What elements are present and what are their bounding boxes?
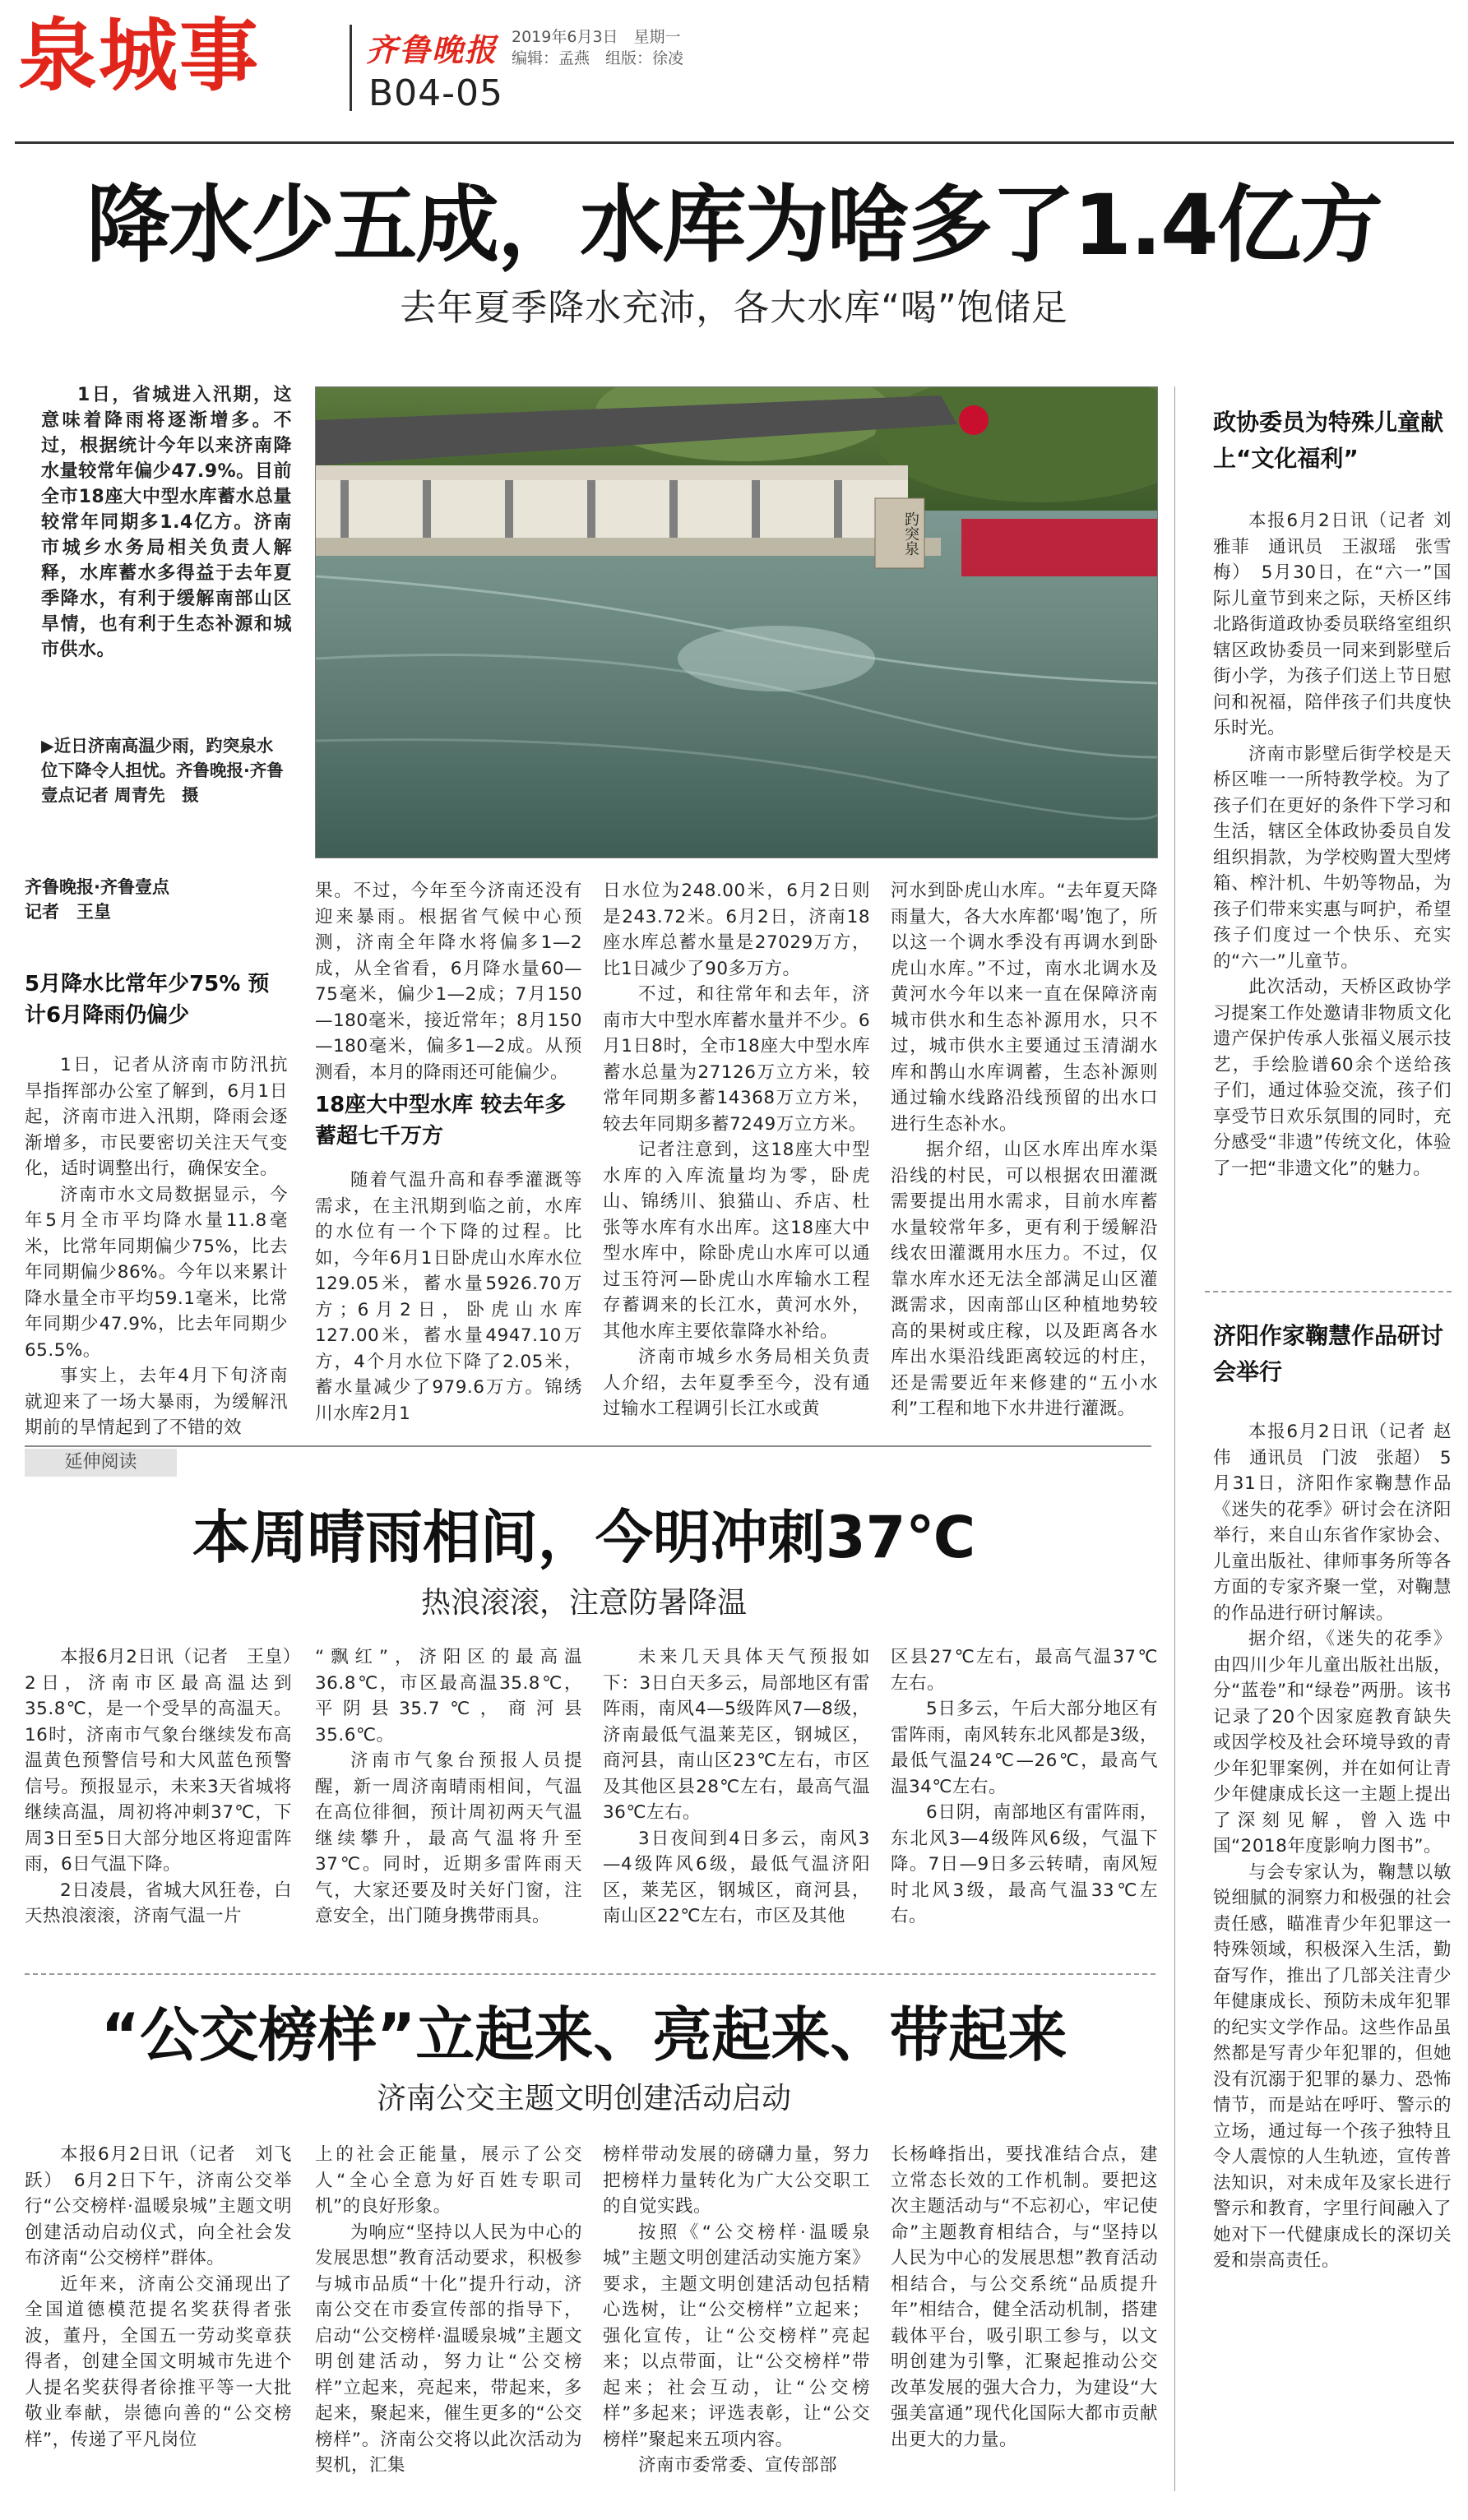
- paragraph: 据介绍，山区水库出库水渠沿线的村民，可以根据农田灌溉需要提出用水需求，目前水库蓄水量较常年多，更有利于缓解沿线农田灌溉用水压力。不过，仅靠水库水还无法全部满足山区灌溉需求，因南部山区种植地势较高的果树或庄稼，以及距离各水库出水渠沿线距离较远的村庄，还是需要近年来修建的“五小水利”工程和地下水井进行灌溉。: [891, 1140, 1158, 1419]
- masthead-divider: [350, 25, 352, 111]
- paragraph: 区县27℃左右，最高气温37℃左右。: [891, 1647, 1158, 1694]
- paragraph: 上的社会正能量，展示了公交人“全心全意为好百姓专职司机”的良好形象。: [315, 2144, 582, 2217]
- extended-reading-label: 延伸阅读: [25, 1449, 177, 1477]
- lead-col-3: [603, 878, 870, 1422]
- photo-sign: 趵突泉: [902, 511, 919, 556]
- section-title: 泉城事: [18, 9, 260, 102]
- weather-col-2: [315, 1644, 582, 1930]
- bus-col-3: [603, 2142, 870, 2479]
- weather-col-4: [891, 1644, 1158, 1930]
- paragraph: 事实上，去年4月下旬济南就迎来了一场大暴雨，为缓解汛期前的旱情起到了不错的效: [25, 1366, 288, 1438]
- lead-col-1: [25, 1052, 288, 1441]
- lead-subhead-1: 5月降水比常年少75% 预计6月降雨仍偏少: [25, 972, 270, 1028]
- right-story-1-body: [1213, 508, 1452, 1181]
- paragraph: 河水到卧虎山水库。“去年夏天降雨量大，各大水库都‘喝’饱了，所以这一个调水季没有再调水到卧虎山水库。”不过，南水北调水及黄河水今年以来一直在保障济南城市供水和生态补源用水，只不过，城市供水主要通过玉清湖水库和鹊山水库调蓄，生态补源则通过输水线路沿线预留的出水口进行生态补水。: [891, 881, 1158, 1135]
- paragraph: 2日凌晨，省城大风狂卷，白天热浪滚滚，济南气温一片: [25, 1880, 292, 1926]
- right-story-1-title: 政协委员为特殊儿童献上“文化福利”: [1213, 409, 1444, 472]
- bus-headline: “公交榜样”立起来、亮起来、带起来: [100, 2000, 1067, 2069]
- page-number: B04-05: [368, 72, 504, 114]
- paragraph: 榜样带动发展的磅礴力量，努力把榜样力量转化为广大公交职工的自觉实践。: [603, 2144, 870, 2217]
- paragraph: 济南市影壁后街学校是天桥区唯一一所特教学校。为了孩子们在更好的条件下学习和生活，辖区全体政协委员自发组织捐款，为学校购置大型烤箱、榨汁机、牛奶等物品，为孩子们带来实惠与呵护，希望孩子们度过一个快乐、充实的“六一”儿童节。: [1213, 743, 1452, 972]
- date-line: 2019年6月3日 星期一: [512, 28, 681, 46]
- paragraph: 1日，记者从济南市防汛抗旱指挥部办公室了解到，6月1日起，济南市进入汛期，降雨会逐渐增多，市民要密切关注天气变化，适时调整出行，确保安全。: [25, 1055, 288, 1179]
- paragraph: 记者注意到，这18座大中型水库的入库流量均为零，卧虎山、锦绣川、狼猫山、乔店、杜张等水库有水出库。这18座大中型水库中，除卧虎山水库可以通过玉符河—卧虎山水库输水工程存蓄调来的长江水，黄河水外，其他水库主要依靠降水补给。: [603, 1140, 870, 1342]
- bus-col-4: [891, 2142, 1158, 2453]
- paragraph: 济南市水文局数据显示，今年5月全市平均降水量11.8毫米，比常年同期偏少75%，比去年同期偏少86%。今年以来累计降水量全市平均59.1毫米，比常年同期少47.9%，比去年同期少65.5%。: [25, 1184, 288, 1361]
- lead-intro: [41, 382, 292, 663]
- right-divider: [1205, 1291, 1452, 1292]
- paragraph: 长杨峰指出，要找准结合点，建立常态长效的工作机制。要把这次主题活动与“不忘初心，牢记使命”主题教育相结合，与“坚持以人民为中心的发展思想”教育活动相结合，与公交系统“品质提升年”相结合，健全活动机制，搭建载体平台，吸引职工参与，以文明创建为引擎，汇聚起推动公交改革发展的强大合力，为建设“大强美富通”现代化国际大都市贡献出更大的力量。: [891, 2144, 1158, 2450]
- byline-outlet: 齐鲁晚报·齐鲁壹点: [25, 877, 169, 897]
- paragraph: 日水位为248.00米，6月2日则是243.72米。6月2日，济南18座水库总蓄水量是27029万方，比1日减少了90多万方。: [603, 881, 870, 979]
- paragraph: 与会专家认为，鞠慧以敏锐细腻的洞察力和极强的社会责任感，瞄准青少年犯罪这一特殊领域，积极深入生活，勤奋写作，推出了几部关注青少年健康成长、预防未成年犯罪的纪实文学作品。这些作品虽然都是写青少年犯罪的，但她没有沉溺于犯罪的暴力、恐怖情节，而是站在呼吁、警示的立场，通过每一个孩子独特且令人震惊的人生轨迹，宣传普法知识，对未成年及家长进行警示和教育，字里行间融入了她对下一代健康成长的深切关爱和崇高责任。: [1213, 1861, 1452, 2271]
- paragraph: 本报6月2日讯（记者 刘雅菲 通讯员 王淑瑶 张雪梅） 5月30日，在“六一”国际儿童节到来之际，天桥区纬北路街道政协委员联络室组织辖区政协委员一同来到影壁后街小学，为孩子们送上节日慰问和祝福，陪伴孩子们共度快乐时光。: [1213, 511, 1452, 738]
- bus-col-1: [25, 2142, 292, 2453]
- paragraph: 未来几天具体天气预报如下：3日白天多云，局部地区有雷阵雨，南风4—5级阵风7—8级，济南最低气温莱芜区，钢城区，商河县，南山区23℃左右，市区及其他区县28℃左右，最高气温36℃左右。: [603, 1647, 870, 1823]
- bus-col-2: [315, 2142, 582, 2479]
- bus-divider: [25, 1973, 1155, 1975]
- paragraph: 不过，和往常年和去年，济南市大中型水库蓄水量并不少。6月1日8时，全市18座大中型水库蓄水总量为27126万立方米，较常年同期多蓄14368万立方米，较去年同期多蓄7249万立方米。: [603, 984, 870, 1135]
- weather-subheadline: 热浪滚滚，注意防暑降温: [420, 1586, 747, 1620]
- paper-logo: 齐鲁晚报: [366, 31, 498, 68]
- paragraph: 此次活动，天桥区政协学习提案工作处邀请非物质文化遗产保护传承人张福义展示技艺，手绘脸谱60余个送给孩子们，通过体验交流，孩子们享受节日欢乐氛围的同时，充分感受“非遗”传统文化，体验了一把“非遗文化”的魅力。: [1213, 977, 1452, 1179]
- lead-col-4: [891, 878, 1158, 1422]
- editors-line: 编辑：孟燕 组版：徐凌: [512, 49, 684, 67]
- right-column-rule: [1174, 386, 1175, 2491]
- paragraph: 为响应“坚持以人民为中心的发展思想”教育活动要求，积极参与城市品质“十化”提升行动，济南公交在市委宣传部的指导下，启动“公交榜样·温暖泉城”主题文明创建活动，努力让“公交榜样”立起来，亮起来，带起来，多起来，聚起来，催生更多的“公交榜样”。济南公交将以此次活动为契机，汇集: [315, 2222, 582, 2476]
- masthead: [0, 0, 1468, 140]
- paragraph: 本报6月2日讯（记者 刘飞跃） 6月2日下午，济南公交举行“公交榜样·温暖泉城”主题文明创建活动启动仪式，向全社会发布济南“公交榜样”群体。: [25, 2144, 292, 2268]
- lead-intro-text: 1日，省城进入汛期，这意味着降雨将逐渐增多。不过，根据统计今年以来济南降水量较常年偏少47.9%。目前全市18座大中型水库蓄水总量较常年同期多1.4亿方。济南市城乡水务局相关负责人解释，水库蓄水多得益于去年夏季降水，有利于缓解南部山区旱情，也有利于生态补源和城市供水。: [41, 385, 292, 660]
- spring-photo: [315, 386, 1158, 858]
- byline-reporter: 记者 王皇: [25, 902, 111, 922]
- lead-subhead-2: 18座大中型水库 较去年多蓄超七千万方: [315, 1093, 567, 1149]
- masthead-rule: [15, 141, 1454, 144]
- lead-subheadline: 去年夏季降水充沛，各大水库“喝”饱储足: [400, 287, 1068, 329]
- bus-subheadline: 济南公交主题文明创建活动启动: [376, 2082, 791, 2115]
- paragraph: 本报6月2日讯（记者 王皇） 2日，济南市区最高温达到35.8℃，是一个受旱的高温天。16时，济南市气象台继续发布高温黄色预警信号和大风蓝色预警信号。预报显示，未来3天省城将继续高温，周初将冲刺37℃，下周3日至5日大部分地区将迎雷阵雨，6日气温下降。: [25, 1647, 311, 1875]
- paragraph: 济南市气象台预报人员提醒，新一周济南晴雨相间，气温在高位徘徊，预计周初两天气温继续攀升，最高气温将升至37℃。同时，近期多雷阵雨天气，大家还要及时关好门窗，注意安全，出门随身携带雨具。: [315, 1750, 582, 1926]
- paragraph: 近年来，济南公交涌现出了全国道德模范提名奖获得者张波，董丹，全国五一劳动奖章获得者，创建全国文明城市先进个人提名奖获得者徐推平等一大批敬业奉献，崇德向善的“公交榜样”，传递了平凡岗位: [25, 2273, 292, 2450]
- lead-col-2: [315, 878, 582, 1085]
- paragraph: 果。不过，今年至今济南还没有迎来暴雨。根据省气候中心预测，济南全年降水将偏多1—2成，从全省看，6月降水量60—75毫米，偏少1—2成；7月150—180毫米，接近常年；8月150—180毫米，偏多1—2成。从预测看，本月的降雨还可能偏少。: [315, 881, 582, 1083]
- paragraph: “飘红”，济阳区的最高温36.8℃，市区最高温35.8℃，平阴县35.7℃，商河县35.6℃。: [315, 1647, 582, 1746]
- paragraph: 按照《“公交榜样·温暖泉城”主题文明创建活动实施方案》要求，主题文明创建活动包括精心选树，让“公交榜样”立起来；强化宣传，让“公交榜样”亮起来；以点带面，让“公交榜样”带起来；社会互动，让“公交榜样”多起来；评选表彰，让“公交榜样”聚起来五项内容。: [603, 2222, 870, 2450]
- paragraph: 济南市城乡水务局相关负责人介绍，去年夏季至今，没有通过输水工程调引长江水或黄: [603, 1347, 870, 1419]
- photo-scene: [316, 387, 1157, 858]
- paragraph: 6日阴，南部地区有雷阵雨，东北风3—4级阵风6级，气温下降。7日—9日多云转晴，南风短时北风3级，最高气温33℃左右。: [891, 1802, 1158, 1926]
- paragraph: 5日多云，午后大部分地区有雷阵雨，南风转东北风都是3级，最低气温24℃—26℃，最高气温34℃左右。: [891, 1699, 1158, 1797]
- weather-headline: 本周晴雨相间，今明冲刺37℃: [192, 1504, 976, 1571]
- lead-headline: 降水少五成，水库为啥多了1.4亿方: [86, 177, 1382, 275]
- paragraph: 本报6月2日讯（记者 赵伟 通讯员 门波 张超） 5月31日，济阳作家鞠慧作品《迷失的花季》研讨会在济阳举行，来自山东省作家协会、儿童出版社、律师事务所等各方面的专家齐聚一堂，对鞠慧的作品进行研讨解读。: [1213, 1422, 1452, 1624]
- right-story-2-title: 济阳作家鞠慧作品研讨会举行: [1213, 1322, 1444, 1385]
- weather-col-1: [25, 1644, 311, 1930]
- right-story-2-body: [1213, 1419, 1452, 2274]
- paragraph: 3日夜间到4日多云，南风3—4级阵风6级，最低气温济阳区，莱芜区，钢城区，商河县，南山区22℃左右，市区及其他: [603, 1828, 870, 1926]
- paragraph: 随着气温升高和春季灌溉等需求，在主汛期到临之前，水库的水位有一个下降的过程。比如，今年6月1日卧虎山水库水位129.05米，蓄水量5926.70万方；6月2日，卧虎山水库127.00米，蓄水量4947.10万方，4个月水位下降了2.05米，蓄水量减少了979.6万方。锦绣川水库2月1: [315, 1170, 582, 1424]
- paragraph: 济南市委常委、宣传部部: [638, 2455, 838, 2476]
- lead-byline: [25, 875, 288, 924]
- paragraph: 据介绍，《迷失的花季》由四川少年儿童出版社出版，分“蓝卷”和“绿卷”两册。该书记录了20个因家庭教育缺失或因学校及社会环境导致的青少年犯罪案例，并在如何让青少年健康成长这一主题上提出了深刻见解，曾入选中国“2018年度影响力图书”。: [1213, 1629, 1452, 1856]
- extended-reading-tag: [25, 1445, 1151, 1473]
- lead-col-2b: [315, 1168, 582, 1426]
- weather-col-3: [603, 1644, 870, 1930]
- photo-caption: ▶近日济南高温少雨，趵突泉水位下降令人担忧。齐鲁晚报·齐鲁壹点记者 周青先 摄: [41, 736, 284, 805]
